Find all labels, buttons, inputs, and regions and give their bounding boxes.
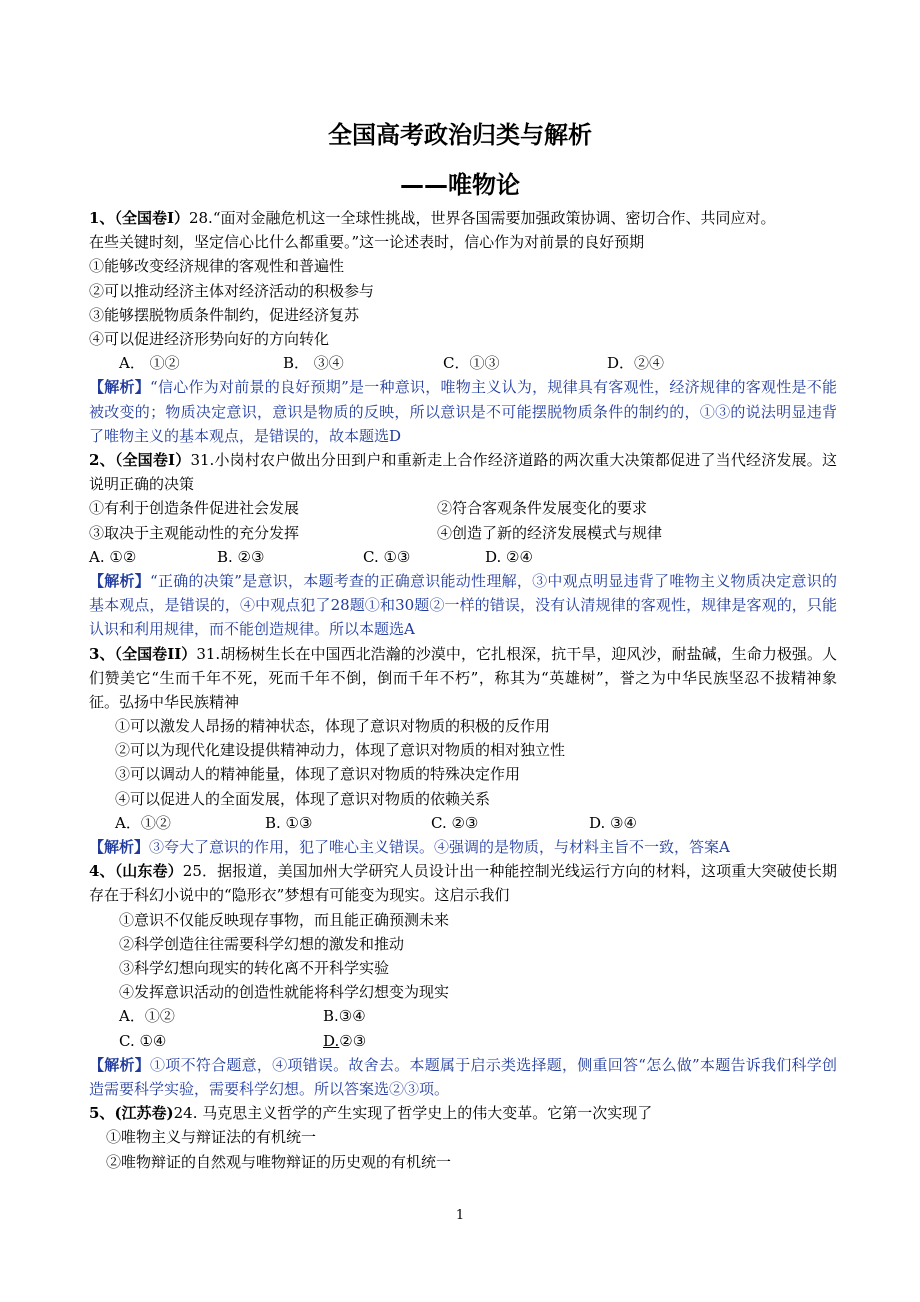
analysis-label: 【解析】	[89, 838, 150, 857]
option-3: ③可以调动人的精神能量，体现了意识对物质的特殊决定作用	[115, 765, 521, 784]
question-number: 2、	[89, 450, 115, 469]
option-1: ①有利于创造条件促进社会发展	[89, 499, 300, 518]
question-source: （山东卷）	[114, 862, 183, 881]
option-2: ②可以推动经济主体对经济活动的积极参与	[89, 281, 375, 300]
answer-choices	[89, 811, 837, 835]
analysis-label: 【解析】	[89, 571, 151, 590]
choice-b: B. ②③	[217, 547, 265, 566]
question-stem: 24. 马克思主义哲学的产生实现了哲学史上的伟大变革。它第一次实现了	[173, 1104, 653, 1123]
choice-d: D. ②④	[485, 547, 533, 566]
choice-a: A．①②	[119, 1007, 175, 1026]
question-number: 1、	[89, 209, 115, 227]
option-1: ①可以激发人昂扬的精神状态，体现了意识对物质的积极的反作用	[115, 717, 551, 736]
question-source: （全国卷Ⅰ）	[114, 450, 191, 469]
option-4: ④可以促进人的全面发展，体现了意识对物质的依赖关系	[115, 789, 491, 808]
question-1	[89, 206, 837, 448]
question-stem: 25．据报道，美国加州大学研究人员设计出一种能控制光线运行方向的材料，这项重大突破使长期存在于科幻小说中的“隐形衣”梦想有可能变为现实。这启示我们	[89, 862, 837, 905]
analysis-text: “信心作为对前景的良好预期”是一种意识，唯物主义认为，规律具有客观性，经济规律的客观性是不能被改变的；物质决定意识，意识是物质的反映，所以意识是不可能摆脱物质条件的制约的，①③的说法明显违背了唯物主义的基本观点，是错误的，故本题选D	[89, 378, 837, 445]
question-stem: 28.“面对金融危机这一全球性挑战，世界各国需要加强政策协调、密切合作、共同应对。	[188, 209, 776, 227]
options-row-1	[89, 496, 837, 520]
option-2: ②唯物辩证的自然观与唯物辩证的历史观的有机统一	[106, 1152, 452, 1171]
choice-a: A. ①②	[89, 547, 137, 566]
question-stem: 31.小岗村农户做出分田到户和重新走上合作经济道路的两次重大决策都促进了当代经济发展。这说明正确的决策	[89, 450, 837, 494]
choice-b: B． ③④	[283, 354, 344, 373]
option-2: ②符合客观条件发展变化的要求	[437, 499, 648, 518]
question-stem-cont: 在些关键时刻，坚定信心比什么都重要。”这一论述表时，信心作为对前景的良好预期	[89, 233, 645, 252]
choice-d	[323, 1029, 366, 1053]
question-number: 3、	[89, 644, 115, 663]
options-row-2	[89, 521, 837, 545]
question-source: （全国卷Ⅰ）	[114, 209, 189, 227]
choice-d-letter: D.	[323, 1031, 340, 1050]
analysis-text: ③夸大了意识的作用，犯了唯心主义错误。④强调的是物质，与材料主旨不一致，答案A	[149, 838, 730, 857]
choice-d: D. ③④	[589, 813, 637, 832]
question-number: 5、	[89, 1104, 115, 1123]
analysis	[89, 569, 837, 642]
option-2: ②科学创造往往需要科学幻想的激发和推动	[119, 934, 405, 953]
option-4: ④可以促进经济形势向好的方向转化	[89, 329, 330, 348]
choice-c: C. ①④	[119, 1031, 167, 1050]
choice-a: A．①②	[115, 813, 171, 832]
option-3: ③能够摆脱物质条件制约，促进经济复苏	[89, 305, 360, 324]
choice-c: C．①③	[443, 354, 500, 373]
analysis	[89, 375, 837, 448]
question-4	[89, 859, 837, 1101]
choice-a: A． ①②	[119, 354, 180, 373]
option-1: ①能够改变经济规律的客观性和普遍性	[89, 257, 345, 276]
question-source: (江苏卷)	[114, 1104, 174, 1123]
question-5	[89, 1101, 837, 1174]
page-subtitle: ——唯物论	[400, 171, 520, 199]
option-4: ④创造了新的经济发展模式与规律	[437, 523, 663, 542]
questions	[89, 206, 837, 1174]
option-3: ③取决于主观能动性的充分发挥	[89, 523, 300, 542]
answer-choices-row-1	[89, 1004, 837, 1028]
page-title: 全国高考政治归类与解析	[328, 121, 592, 149]
choice-c: C. ②③	[431, 813, 479, 832]
option-1: ①唯物主义与辩证法的有机统一	[106, 1128, 317, 1147]
option-2: ②可以为现代化建设提供精神动力，体现了意识对物质的相对独立性	[115, 741, 566, 760]
analysis-text: “正确的决策”是意识，本题考查的正确意识能动性理解，③中观点明显违背了唯物主义物质决定意识的基本观点，是错误的，④中观点犯了28题①和30题②一样的错误，没有认清规律的客观性，规律是客观的，只能认识和利用规律，而不能创造规律。所以本题选A	[89, 571, 837, 639]
question-stem: 31.胡杨树生长在中国西北浩瀚的沙漠中，它扎根深，抗干旱，迎风沙，耐盐碱，生命力极强。人们赞美它“生而千年不死，死而千年不倒，倒而千年不朽”，称其为“英雄树”，誉之为中华民族坚忍不拔精神象征。弘扬中华民族精神	[89, 644, 838, 711]
analysis	[89, 1053, 837, 1101]
question-3	[89, 642, 837, 860]
option-3: ③科学幻想向现实的转化离不开科学实验	[119, 959, 390, 978]
analysis-label: 【解析】	[89, 1055, 151, 1074]
choice-d-value: ②③	[339, 1031, 367, 1050]
choice-b: B.③④	[323, 1007, 366, 1026]
choice-c: C. ①③	[363, 547, 411, 566]
question-number: 4、	[89, 862, 115, 881]
analysis-label: 【解析】	[89, 378, 151, 397]
question-2	[89, 448, 837, 642]
answer-choices-row-2	[89, 1029, 837, 1053]
analysis	[89, 835, 837, 859]
answer-choices	[89, 351, 837, 375]
answer-choices	[89, 545, 837, 569]
question-source: （全国卷II）	[114, 644, 197, 663]
page-number: 1	[455, 1208, 465, 1223]
option-4: ④发挥意识活动的创造性就能将科学幻想变为现实	[119, 983, 450, 1002]
choice-b: B. ①③	[265, 813, 313, 832]
option-1: ①意识不仅能反映现存事物，而且能正确预测未来	[119, 910, 450, 929]
analysis-text: ①项不符合题意，④项错误。故舍去。本题属于启示类选择题，侧重回答“怎么做”本题告诉我们科学创造需要科学实验，需要科学幻想。所以答案选②③项。	[89, 1055, 837, 1098]
choice-d: D．②④	[607, 354, 665, 373]
